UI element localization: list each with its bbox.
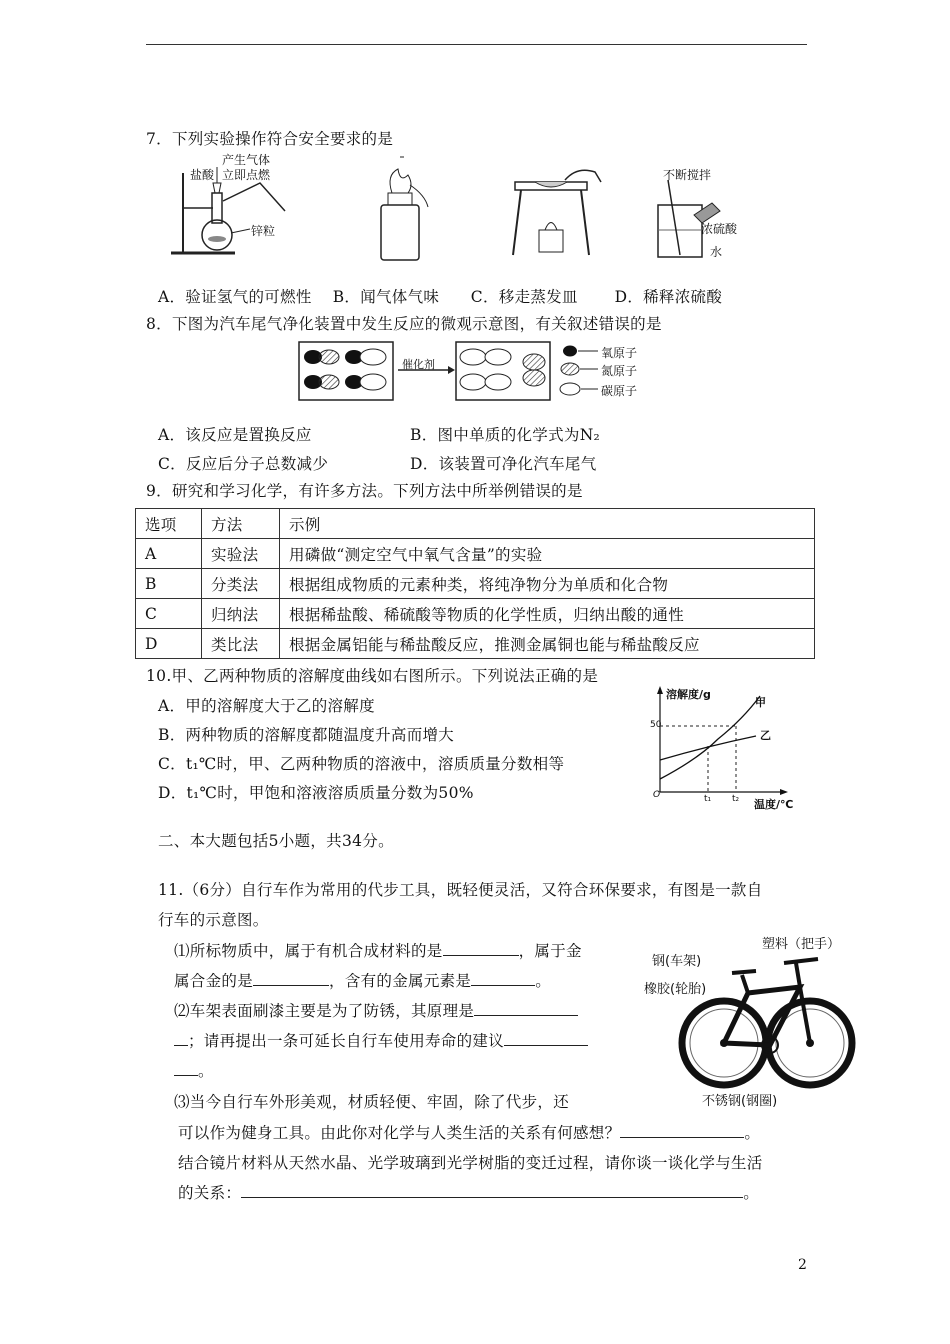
q9-cell-example: 用磷做“测定空气中氧气含量”的实验 [280,539,815,569]
q9-cell-example: 根据稀盐酸、稀硫酸等物质的化学性质，归纳出酸的通性 [280,599,815,629]
q7-figure-b [370,155,440,265]
q11-p2-period: 。 [198,1062,214,1080]
answer-blank-3[interactable] [471,971,535,986]
q9-header-option: 选项 [136,509,202,539]
q11-line2: 行车的示意图。 [158,911,269,929]
header-rule [146,44,807,45]
q9-cell-example: 根据金属铝能与稀盐酸反应，推测金属铜也能与稀盐酸反应 [280,629,815,659]
q10-graph-t1: t₁ [704,794,712,804]
q9-header-example: 示例 [280,509,815,539]
q9-header-method: 方法 [202,509,280,539]
q11-p1c: 属合金的是 [174,972,254,990]
q8-option-b: B．图中单质的化学式为N₂ [410,426,601,444]
q11-p2a: ⑵车架表面刷漆主要是为了防锈，其原理是 [174,1002,475,1020]
q11-p3d-period: 。 [743,1184,760,1202]
q10-graph-t2: t₂ [732,794,740,804]
q7-d-label-water: 水 [710,245,723,259]
q9-cell-method: 分类法 [202,569,280,599]
q9-cell-method: 归纳法 [202,599,280,629]
table-row [136,569,815,599]
q7-a-label-ignite: 立即点燃 [222,168,271,182]
answer-blank-5-cont[interactable] [174,1061,198,1076]
q10-graph-y50: 50 [650,720,662,730]
q10-option-c: C．t₁℃时，甲、乙两种物质的溶液中，溶质质量分数相等 [158,755,565,773]
q11-line1: 11.（6分）自行车作为常用的代步工具，既轻便灵活，又符合环保要求，有图是一款自 [158,881,763,899]
q11-p1d: ，含有的金属元素是 [329,972,472,990]
q10-option-d: D．t₁℃时，甲饱和溶液溶质质量分数为50% [158,784,474,802]
q9-stem: 9．研究和学习化学，有许多方法。下列方法中所举例错误的是 [146,482,583,500]
q11-part3-line2 [178,1121,760,1143]
q11-part2-line3 [174,1059,214,1081]
q8-catalyst-label: 催化剂 [402,358,435,371]
q11-p3d: 的关系： [178,1184,242,1202]
q11-part3-line4 [178,1181,759,1203]
q7-d-label-stir: 不断搅拌 [663,168,712,182]
q9-table [135,508,815,659]
q11-part3-line3: 结合镜片材料从天然水晶、光学玻璃到光学树脂的变迁过程，请你谈一谈化学与生活 [178,1154,763,1172]
q7-options: A．验证氢气的可燃性 B．闻气体气味 C．移走蒸发皿 D．稀释浓硫酸 [158,288,723,306]
q11-p3b: 可以作为健身工具。由此你对化学与人类生活的关系有何感想？ [178,1124,621,1142]
q11-part2-line1 [174,999,578,1021]
q11-p1a: ⑴所标物质中，属于有机合成材料的是 [174,942,443,960]
q8-stem: 8．下图为汽车尾气净化装置中发生反应的微观示意图，有关叙述错误的是 [146,315,662,333]
q10-graph-ylabel: 溶解度/g [666,688,711,701]
q9-cell-option: B [136,569,202,599]
q10-option-b: B．两种物质的溶解度都随温度升高而增大 [158,726,455,744]
q7-a-label-zinc: 锌粒 [251,224,276,238]
q10-solubility-graph [648,684,808,810]
q10-option-a: A．甲的溶解度大于乙的溶解度 [158,697,375,715]
page-number: 2 [798,1257,807,1273]
answer-blank-1[interactable] [443,941,519,956]
q9-cell-method: 实验法 [202,539,280,569]
table-row [136,599,815,629]
answer-blank-2[interactable] [253,971,329,986]
q7-a-label-acid: 盐酸 [190,168,215,182]
q9-table-header [136,509,815,539]
q9-cell-option: D [136,629,202,659]
answer-blank-5[interactable] [504,1031,588,1046]
q7-figure-c [505,160,605,260]
q10-graph-label-jia: 甲 [755,696,766,709]
q11-bike-label-steel: 钢(车架) [652,954,702,969]
q8-option-d: D．该装置可净化汽车尾气 [410,455,597,473]
q9-cell-option: A [136,539,202,569]
q11-bike-label-plastic: 塑料（把手） [762,937,841,952]
answer-blank-4-cont[interactable] [174,1031,188,1046]
q7-d-label-acid: 浓硫酸 [701,222,738,236]
answer-blank-4[interactable] [474,1001,578,1016]
q11-p3b-period: 。 [744,1124,761,1142]
q10-graph-label-yi: 乙 [760,729,771,742]
q10-stem: 10.甲、乙两种物质的溶解度曲线如右图所示。下列说法正确的是 [146,667,599,685]
table-row [136,539,815,569]
q8-legend-oxygen: 氧原子 [601,346,638,360]
q9-cell-option: C [136,599,202,629]
section-2-heading: 二、本大题包括5小题，共34分。 [158,832,394,850]
q11-p2b: ；请再提出一条可延长自行车使用寿命的建议 [188,1032,505,1050]
q7-stem: 7．下列实验操作符合安全要求的是 [146,130,394,148]
table-row [136,629,815,659]
q11-bike-label-rubber: 橡胶(轮胎) [644,982,707,997]
q8-option-c: C．反应后分子总数减少 [158,455,329,473]
q10-graph-origin: O [653,790,661,800]
q9-cell-example: 根据组成物质的元素种类，将纯净物分为单质和化合物 [280,569,815,599]
q8-legend-carbon: 碳原子 [601,384,638,398]
q11-part1-line1 [174,939,582,961]
q7-a-label-gas: 产生气体 [222,153,271,167]
q11-part2-line2 [174,1029,588,1051]
q11-part1-line2 [174,969,551,991]
q11-part3-line1: ⑶当今自行车外形美观，材质轻便、牢固，除了代步，还 [174,1093,570,1111]
q11-p1b: ，属于金 [518,942,582,960]
q11-p1-period: 。 [535,972,552,990]
answer-blank-6[interactable] [620,1123,744,1138]
q8-legend-nitrogen: 氮原子 [601,364,638,378]
q11-bike-label-stainless: 不锈钢(钢圈) [702,1094,778,1109]
q9-cell-method: 类比法 [202,629,280,659]
answer-blank-7[interactable] [241,1183,743,1198]
q8-option-a: A．该反应是置换反应 [158,426,312,444]
q10-graph-xlabel: 温度/℃ [754,798,794,811]
